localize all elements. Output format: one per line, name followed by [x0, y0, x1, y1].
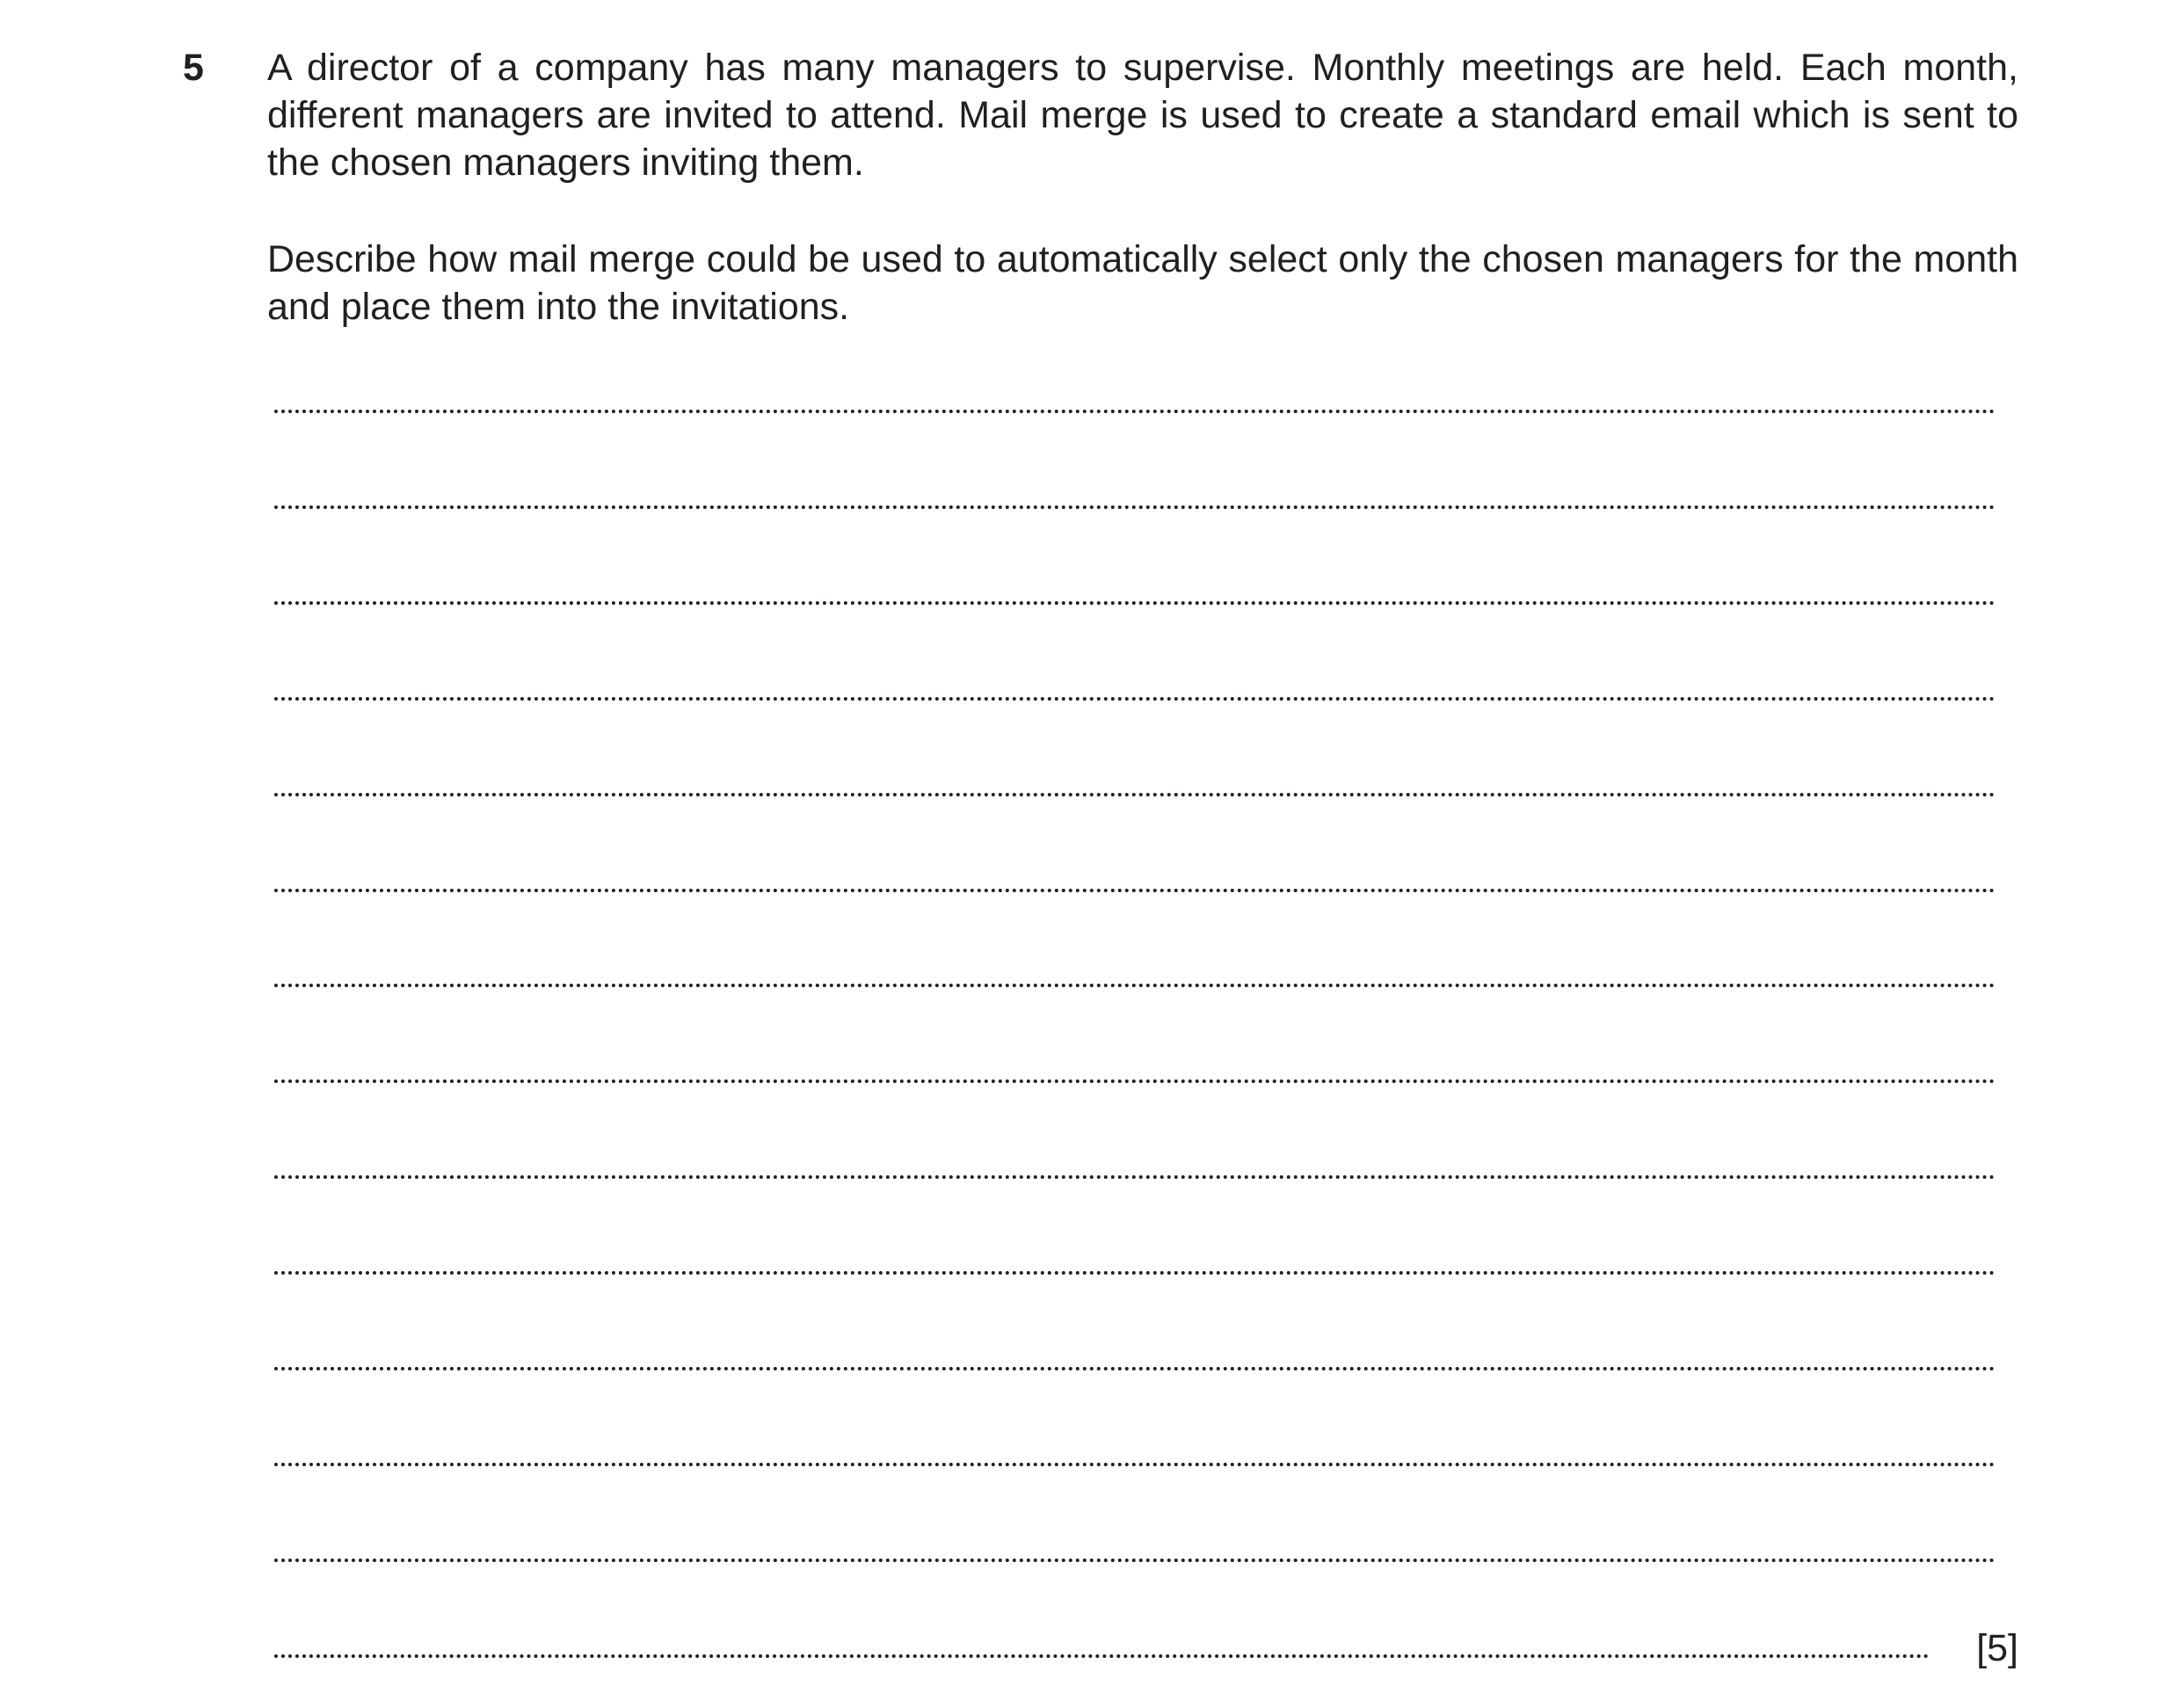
- answer-line[interactable]: [274, 505, 1996, 509]
- question-instruction: Describe how mail merge could be used to automatically select only the chosen managers for the month and place them into the invitations.: [267, 238, 2018, 328]
- answer-line[interactable]: [274, 1654, 1930, 1658]
- marks-allocation: [5]: [1976, 1627, 2018, 1669]
- answer-line[interactable]: [274, 984, 1996, 987]
- answer-line[interactable]: [274, 410, 1996, 413]
- answer-line[interactable]: [274, 1079, 1996, 1083]
- answer-line[interactable]: [274, 793, 1996, 796]
- answer-line[interactable]: [274, 1271, 1996, 1275]
- answer-line[interactable]: [274, 1175, 1996, 1179]
- answer-line[interactable]: [274, 601, 1996, 605]
- question-stem: A director of a company has many managers to supervise. Monthly meetings are held. Each month, different managers are invited to attend. Mail merge is used to create a standard email which is sent to the chosen managers inviting them.: [267, 47, 2018, 184]
- question-number: 5: [183, 47, 204, 89]
- answer-line[interactable]: [274, 1463, 1996, 1466]
- answer-line[interactable]: [274, 889, 1996, 892]
- answer-line[interactable]: [274, 1559, 1996, 1562]
- answer-line[interactable]: [274, 697, 1996, 701]
- answer-line[interactable]: [274, 1367, 1996, 1370]
